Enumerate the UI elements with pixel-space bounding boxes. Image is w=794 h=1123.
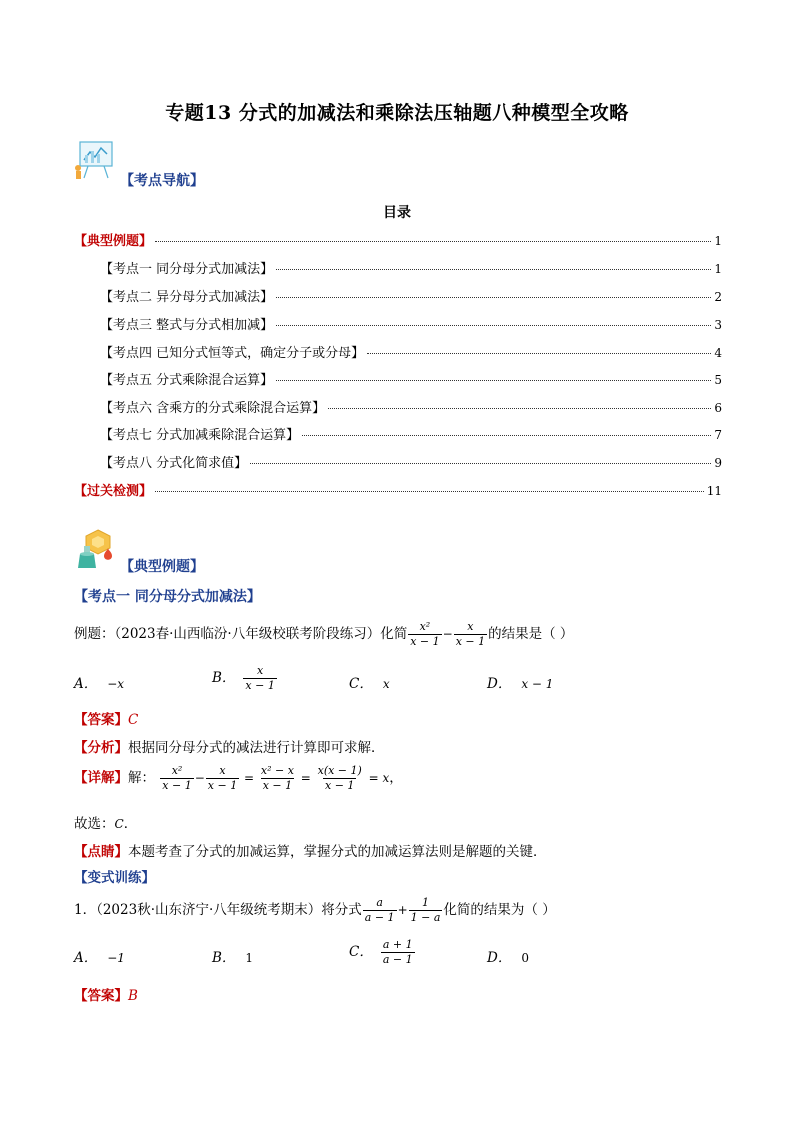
- toc-entry-label: 【考点六 含乘方的分式乘除混合运算】: [100, 401, 326, 416]
- denominator: a − 1: [364, 910, 395, 924]
- toc-entry[interactable]: [100, 342, 722, 361]
- toc-title: 目录: [383, 205, 411, 221]
- option-d: [487, 946, 529, 966]
- toc-entry-page: 1: [714, 234, 722, 248]
- option-value: −1: [107, 951, 125, 965]
- analysis-text: 根据同分母分式的减法进行计算即可求解．: [128, 740, 385, 756]
- toc-leader-dots: [276, 380, 711, 381]
- denominator: x − 1: [162, 778, 192, 792]
- minus-sign: −: [442, 626, 453, 641]
- numerator: x² − x: [260, 764, 294, 777]
- option-letter: A．: [74, 676, 98, 692]
- toc-leader-dots: [155, 241, 711, 242]
- option-a: [74, 672, 124, 692]
- nav-heading: 【考点导航】: [120, 173, 204, 189]
- kaodian-heading: 【考点一 同分母分式加减法】: [74, 589, 261, 605]
- toc-leader-dots: [276, 297, 711, 298]
- denominator: x − 1: [410, 634, 440, 648]
- option-letter: D．: [487, 676, 512, 692]
- numerator: x: [467, 620, 474, 633]
- option-a: [74, 946, 125, 966]
- comma: ，: [389, 769, 403, 786]
- toc-entry-page: 9: [714, 456, 722, 470]
- denominator: x − 1: [325, 778, 355, 792]
- option-letter: C．: [349, 676, 373, 692]
- answer-line: [74, 708, 138, 728]
- answer-tag: 【答案】: [74, 988, 128, 1004]
- toc-entry-page: 3: [714, 318, 722, 332]
- section-heading: 【典型例题】: [120, 559, 204, 575]
- answer-tag: 【答案】: [74, 712, 128, 728]
- toc-entry-page: 2: [714, 290, 722, 304]
- comment-tag: 【点睛】: [74, 844, 128, 860]
- denominator: x − 1: [207, 778, 238, 792]
- fraction: [243, 664, 276, 693]
- fraction: [316, 764, 364, 793]
- denominator: 1 − a: [410, 910, 441, 924]
- comment-text: 本题考查了分式的加减运算，掌握分式的加减运算法则是解题的关键．: [128, 844, 547, 860]
- toc-entry-page: 7: [714, 428, 722, 442]
- answer-value: B: [128, 988, 138, 1004]
- variant-heading-text: 【变式训练】: [74, 870, 155, 886]
- numerator: x: [257, 664, 264, 677]
- numerator: a + 1: [382, 938, 413, 951]
- fraction: [408, 620, 441, 649]
- option-value: 0: [521, 951, 529, 965]
- example-prefix: 例题：（2023春·山西临汾·八年级校联考阶段练习）化简: [74, 625, 408, 642]
- question-suffix: 化简的结果为（ ）: [443, 901, 556, 918]
- analysis-line: [74, 736, 385, 756]
- result-value: x: [382, 770, 390, 785]
- option-c: [349, 672, 390, 692]
- presentation-board-icon: [74, 138, 118, 182]
- toc-entry[interactable]: [100, 314, 722, 333]
- page-title: 专题13 分式的加减法和乘除法压轴题八种模型全攻略: [165, 102, 629, 124]
- fraction: [454, 620, 487, 649]
- detail-prefix: 解：: [128, 769, 155, 786]
- fraction: [259, 764, 296, 793]
- toc-entry[interactable]: [100, 369, 722, 388]
- choose-value: C: [114, 817, 124, 831]
- option-b: [212, 946, 253, 966]
- toc-entry[interactable]: [100, 424, 722, 443]
- option-letter: B．: [212, 950, 236, 966]
- toc-entry[interactable]: [100, 286, 722, 305]
- numerator: a: [376, 896, 383, 909]
- example-question: [74, 620, 573, 649]
- toc-entry-page: 4: [714, 346, 722, 360]
- fraction: [409, 896, 443, 925]
- period: ．: [123, 816, 138, 832]
- toc-entry-label: 【考点四 已知分式恒等式，确定分子或分母】: [100, 346, 365, 361]
- denominator: x − 1: [455, 634, 486, 648]
- question-1: [74, 896, 556, 925]
- toc-entry[interactable]: [100, 258, 722, 277]
- option-value: 1: [245, 951, 254, 965]
- toc-entry-label: 【典型例题】: [74, 234, 153, 249]
- toc-leader-dots: [328, 408, 711, 409]
- toc-leader-dots: [276, 269, 711, 270]
- answer-value: C: [128, 712, 139, 728]
- numerator: x²: [419, 620, 431, 633]
- fraction: [363, 896, 397, 925]
- toc-entry-page: 6: [714, 401, 722, 415]
- detail-tag: 【详解】: [74, 769, 128, 786]
- toc-entry[interactable]: [100, 452, 722, 471]
- option-letter: D．: [487, 950, 512, 966]
- toc-leader-dots: [155, 491, 704, 492]
- variant-heading: [74, 866, 155, 886]
- minus-sign: −: [194, 770, 205, 785]
- toc-entry-label: 【考点七 分式加减乘除混合运算】: [100, 428, 300, 443]
- option-d: [487, 672, 553, 692]
- toc-entry-label: 【考点八 分式化简求值】: [100, 456, 248, 471]
- toc-entry-label: 【考点五 分式乘除混合运算】: [100, 373, 274, 388]
- plus-sign: +: [397, 902, 408, 917]
- option-letter: B．: [212, 669, 236, 686]
- fraction: [206, 764, 239, 793]
- analysis-tag: 【分析】: [74, 740, 128, 756]
- choose-line: [74, 812, 137, 832]
- comment-line: [74, 840, 547, 860]
- toc-entry-label: 【过关检测】: [74, 484, 153, 499]
- toc-entry[interactable]: [74, 230, 722, 249]
- question-prefix: 1．（2023秋·山东济宁·八年级统考期末）将分式: [74, 901, 362, 918]
- equals-sign: =: [296, 770, 315, 785]
- option-b: [212, 664, 278, 693]
- numerator: x: [219, 764, 226, 777]
- fraction: [381, 938, 415, 967]
- toc-entry-page: 11: [706, 484, 722, 498]
- toc-entry-label: 【考点一 同分母分式加减法】: [100, 262, 274, 277]
- denominator: x − 1: [245, 678, 275, 692]
- answer-line: [74, 984, 138, 1004]
- fraction: [160, 764, 193, 793]
- option-value: x: [382, 677, 390, 691]
- equals-sign: =: [240, 770, 258, 785]
- toc-entry-label: 【考点二 异分母分式加减法】: [100, 290, 274, 305]
- numerator: x²: [171, 764, 183, 777]
- option-c: [349, 938, 416, 967]
- toc-leader-dots: [367, 353, 711, 354]
- toc-leader-dots: [302, 435, 711, 436]
- denominator: x − 1: [262, 778, 293, 792]
- toc-entry-page: 1: [714, 262, 722, 276]
- toc-entry[interactable]: [100, 397, 722, 416]
- detail-line: [74, 764, 403, 793]
- numerator: 1: [422, 896, 430, 909]
- equals-sign: =: [364, 770, 383, 785]
- option-value: −x: [107, 677, 125, 691]
- toc-entry[interactable]: [74, 480, 722, 499]
- numerator: x(x − 1): [317, 764, 362, 777]
- example-suffix: 的结果是（ ）: [488, 625, 574, 642]
- toc-leader-dots: [250, 463, 711, 464]
- option-letter: A．: [74, 950, 98, 966]
- choose-prefix: 故选：: [74, 816, 115, 832]
- denominator: a − 1: [382, 952, 413, 966]
- flask-icon: [74, 528, 118, 572]
- option-letter: C．: [349, 943, 373, 960]
- toc-leader-dots: [276, 325, 711, 326]
- option-value: x − 1: [521, 677, 554, 691]
- toc-entry-label: 【考点三 整式与分式相加减】: [100, 318, 274, 333]
- toc-entry-page: 5: [714, 373, 722, 387]
